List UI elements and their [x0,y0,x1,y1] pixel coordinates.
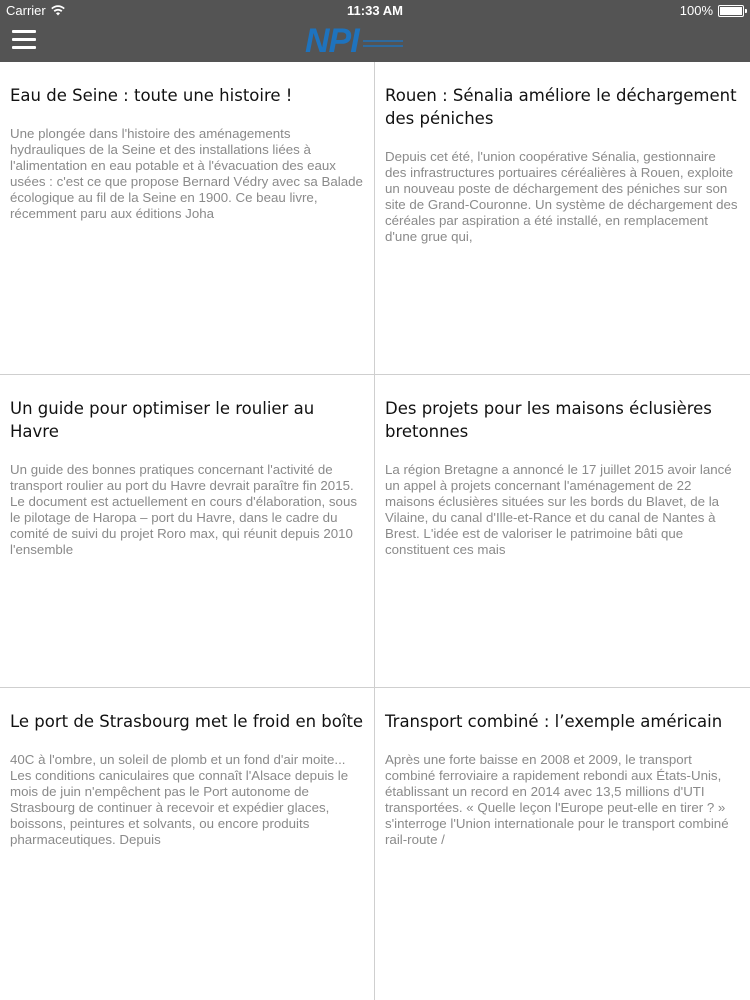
status-bar [0,0,750,20]
article-title[interactable]: Le port de Strasbourg met le froid en boîte [10,712,364,731]
article-card[interactable] [375,62,749,374]
article-title[interactable]: Un guide pour optimiser le roulier au Havre [10,399,315,441]
logo-tagline-graphic [363,40,403,50]
article-title[interactable]: Transport combiné : l’exemple américain [385,712,723,731]
battery-icon [718,5,744,17]
article-excerpt: Une plongée dans l'histoire des aménagements hydrauliques de la Seine et des installations liées à l'alimentation en eau potable et à l'évacuation des eaux usées : c'est ce que propose Bernard Védry avec sa Balade écologique au fil de la Seine en 1900. Ce beau livre, récemment paru aux éditions Joha [10,126,363,221]
status-right [680,3,744,18]
article-card[interactable] [0,688,374,1000]
article-excerpt: La région Bretagne a annoncé le 17 juillet 2015 avoir lancé un appel à projets concernant l'aménagement de 22 maisons éclusières situées sur les bords du Blavet, de la Vilaine, du canal d'Ille-et-Rance et du canal de Nantes à Brest. L'idée est de valoriser le patrimoine bâti que constituent ces mais [385,462,732,557]
carrier-label: Carrier [6,3,46,18]
article-title[interactable]: Rouen : Sénalia améliore le déchargement des péniches [385,86,737,128]
npi-logo [305,22,403,60]
article-excerpt: Depuis cet été, l'union coopérative Sénalia, gestionnaire des infrastructures portuaires céréalières à Rouen, exploite un nouveau poste de déchargement des péniches sur son site de Grand-Couronne. Un système de déchargement des céréales par aspiration a été installé, en remplacement d'une grue qui, [385,149,738,244]
article-card[interactable] [0,62,374,374]
nav-bar [0,20,750,62]
hamburger-menu-icon[interactable] [12,30,36,50]
logo-text: NPI [305,22,359,60]
article-title[interactable]: Eau de Seine : toute une histoire ! [10,86,293,105]
battery-fill [720,7,742,15]
battery-percent: 100% [679,3,713,18]
article-excerpt: Un guide des bonnes pratiques concernant l'activité de transport roulier au port du Havre devrait paraître fin 2015. Le document est actuellement en cours d'élaboration, sous le pilotage de Haropa – port du Havre, dans le cadre du comité de suivi du projet Roro max, qui réunit depuis 2010 l'ensemble [10,462,357,557]
article-grid [0,62,750,1000]
article-excerpt: 40C à l'ombre, un soleil de plomb et un fond d'air moite... Les conditions caniculaires que connaît l'Alsace depuis le mois de juin n'empêchent pas le Port autonome de Strasbourg de continuer à recevoir et expédier glaces, boissons, peintures et solvants, ou encore produits pharmaceutiques. Depuis [10,752,349,847]
article-title[interactable]: Des projets pour les maisons éclusières bretonnes [385,399,712,441]
article-card[interactable] [0,375,374,687]
article-excerpt: Après une forte baisse en 2008 et 2009, le transport combiné ferroviaire a rapidement rebondi aux États-Unis, établissant un record en 2014 avec 13,5 millions d'UTI transportées. « Quelle leçon l'Europe peut-elle en tirer ? » s'interroge l'Union internationale pour le transport combiné rail-route / [385,752,729,847]
article-card[interactable] [375,688,749,1000]
article-card[interactable] [375,375,749,687]
clock: 11:33 AM [347,3,403,18]
